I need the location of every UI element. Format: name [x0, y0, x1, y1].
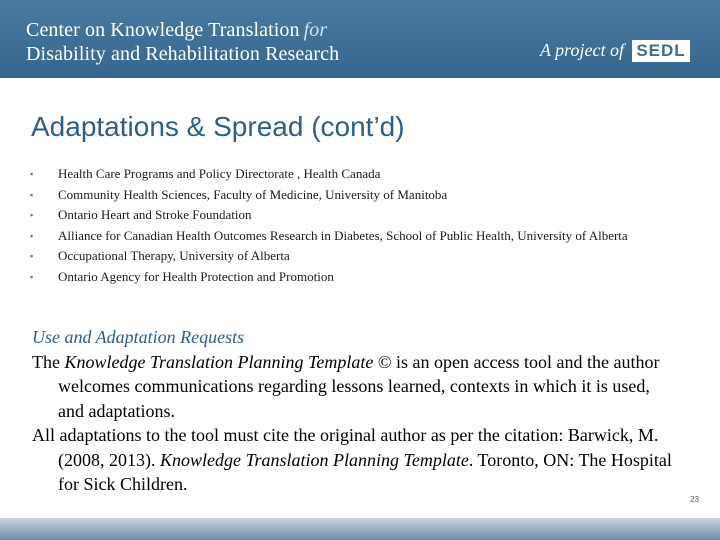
organization-name — [26, 18, 339, 66]
bullet-icon: ▪ — [30, 271, 34, 282]
page-number: 23 — [690, 495, 699, 504]
partner-list — [30, 166, 650, 289]
organization-name-line2: Disability and Rehabilitation Research — [26, 43, 340, 65]
bullet-icon: ▪ — [30, 210, 34, 220]
organization-name-for: for — [303, 19, 328, 41]
list-item: ▪ Health Care Programs and Policy Directorate , Health Canada — [30, 166, 381, 181]
list-item: ▪ Occupational Therapy, University of Alberta — [30, 248, 290, 263]
footer-bar — [0, 518, 720, 540]
open-access-paragraph: The Knowledge Translation Planning Template © is an open access tool and the author welcomes communications regarding lessons learned, contexts in which it is used, and adaptations. — [32, 351, 660, 421]
bullet-icon: ▪ — [30, 230, 34, 241]
project-of-label: A project of — [540, 40, 624, 60]
list-item: ▪ Ontario Agency for Health Protection and Promotion — [30, 268, 334, 284]
bullet-icon: ▪ — [30, 189, 34, 200]
sedl-logo: SEDL — [632, 40, 690, 62]
list-item: ▪ Alliance for Canadian Health Outcomes Research in Diabetes, School of Public Health, University of Alberta — [30, 227, 628, 243]
requests-heading: Use and Adaptation Requests — [32, 327, 245, 347]
citation-paragraph: All adaptations to the tool must cite the original author as per the citation: Barwick, M. (2008, 2013). Knowledge Translation Planning Template. Toronto, ON: The Hospital for Sick Children. — [32, 425, 672, 494]
list-item: ▪ Ontario Heart and Stroke Foundation — [30, 207, 252, 222]
bullet-icon: ▪ — [30, 169, 34, 179]
bullet-icon: ▪ — [30, 251, 34, 261]
slide-title: Adaptations & Spread (cont’d) — [31, 111, 405, 142]
usage-section — [32, 325, 672, 497]
header-banner — [0, 0, 720, 78]
organization-name-line1: Center on Knowledge Translation — [26, 19, 300, 41]
list-item: ▪ Community Health Sciences, Faculty of Medicine, University of Manitoba — [30, 186, 448, 202]
